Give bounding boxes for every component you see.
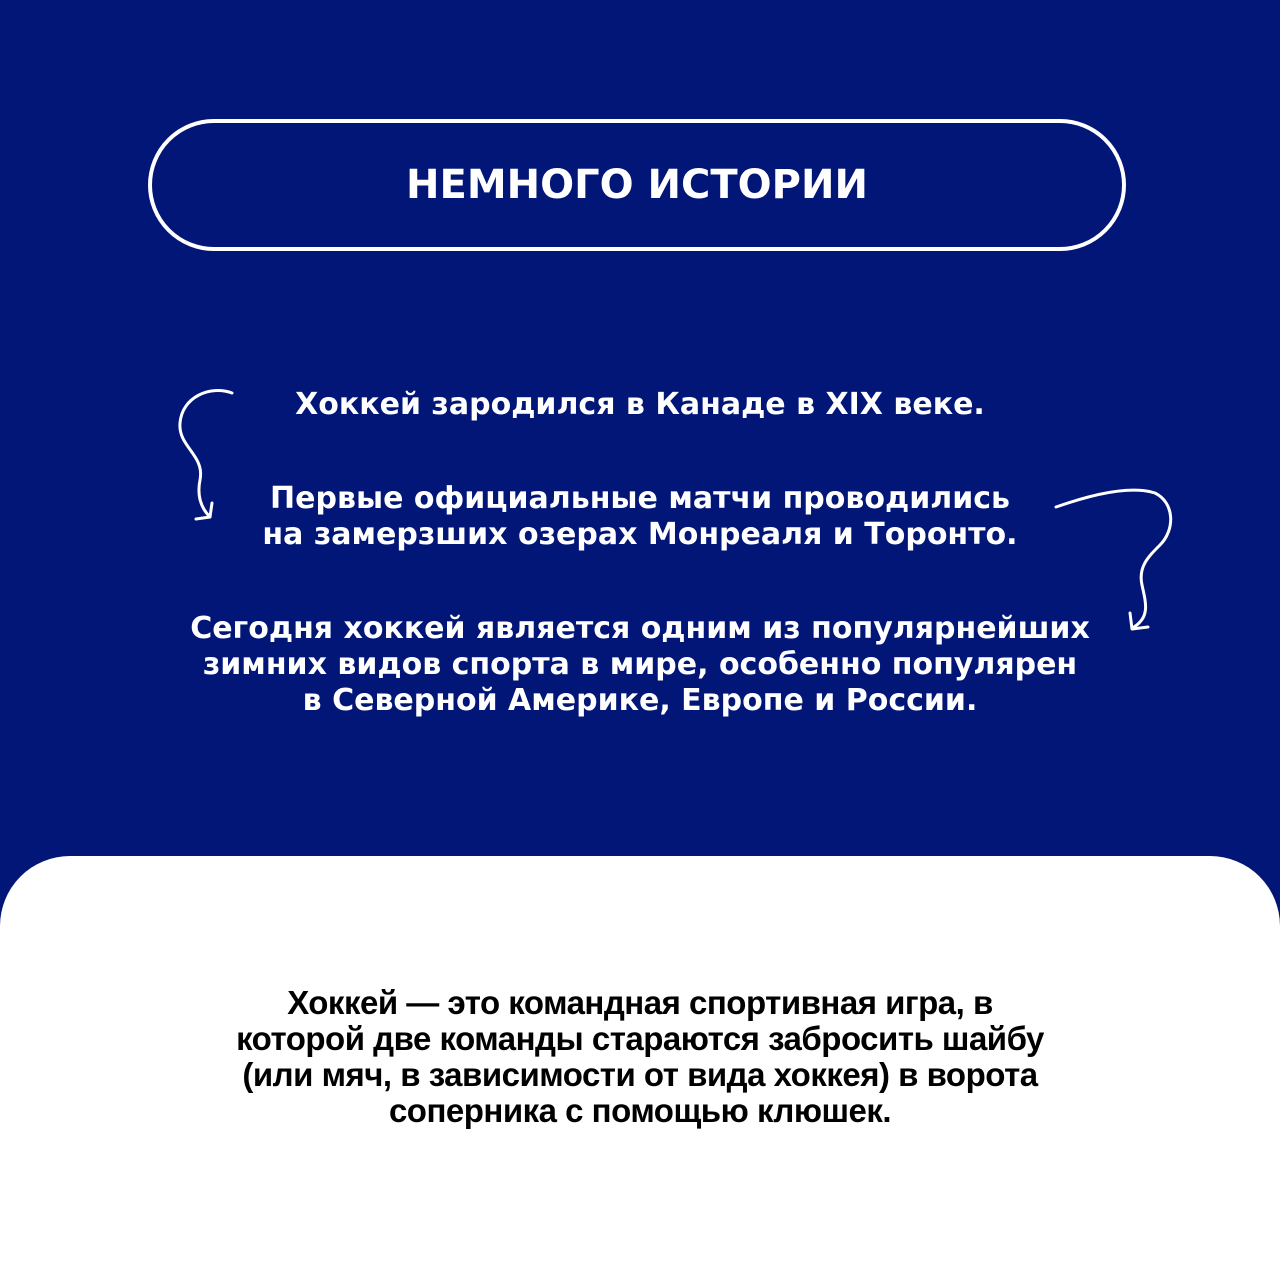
history-fact-2 bbox=[0, 481, 1280, 553]
definition-line: (или мяч, в зависимости от вида хоккея) в ворота bbox=[242, 1056, 1038, 1093]
definition-line: соперника с помощью клюшек. bbox=[388, 1092, 892, 1129]
history-fact-2-line: на замерзших озерах Монреаля и Торонто. bbox=[262, 517, 1018, 552]
title-pill bbox=[148, 119, 1126, 251]
page-title: НЕМНОГО ИСТОРИИ bbox=[406, 162, 868, 208]
history-fact-3-line: зимних видов спорта в мире, особенно популярен bbox=[202, 647, 1078, 682]
definition-line: которой две команды стараются забросить шайбу bbox=[236, 1020, 1044, 1057]
definition-line: Хоккей — это командная спортивная игра, в bbox=[287, 984, 993, 1021]
definition-text bbox=[0, 985, 1280, 1129]
history-fact-3-line: Сегодня хоккей является одним из популярнейших bbox=[190, 611, 1090, 646]
history-fact-2-line: Первые официальные матчи проводились bbox=[270, 481, 1010, 516]
history-fact-3 bbox=[0, 611, 1280, 719]
history-fact-3-line: в Северной Америке, Европе и России. bbox=[302, 683, 978, 718]
history-fact-1: Хоккей зародился в Канаде в XIX веке. bbox=[295, 387, 985, 422]
